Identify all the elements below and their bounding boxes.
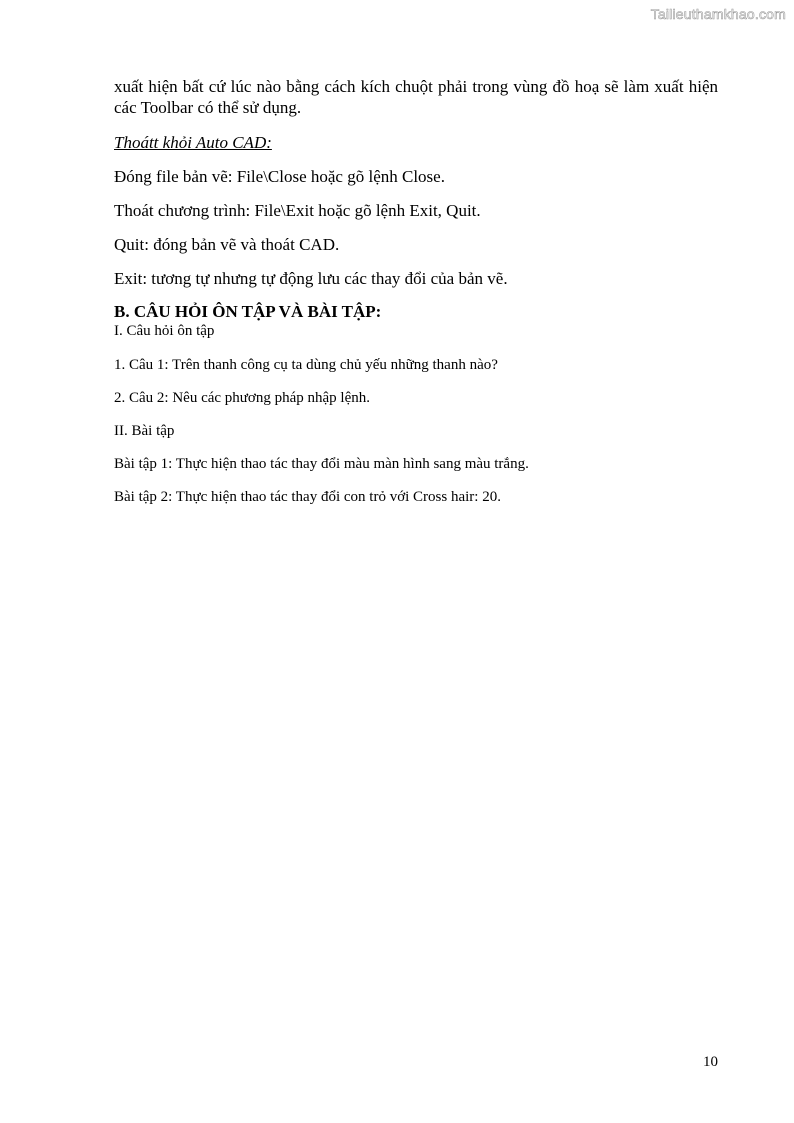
exercises-title: II. Bài tập — [114, 423, 175, 439]
review-questions-title: I. Câu hỏi ôn tập — [114, 323, 215, 339]
question-item: 2. Câu 2: Nêu các phương pháp nhập lệnh. — [114, 390, 370, 406]
exit-description: Exit: tương tự nhưng tự động lưu các thay đổi của bản vẽ. — [114, 269, 508, 288]
section-b-heading: B. CÂU HỎI ÔN TẬP VÀ BÀI TẬP: — [114, 302, 382, 321]
exit-program-paragraph: Thoát chương trình: File\Exit hoặc gõ lệnh Exit, Quit. — [114, 201, 481, 220]
close-file-paragraph: Đóng file bản vẽ: File\Close hoặc gõ lệnh Close. — [114, 167, 445, 186]
exit-autocad-title: Thoátt khỏi Auto CAD: — [114, 133, 272, 152]
page-content — [114, 76, 718, 521]
exercise-item: Bài tập 1: Thực hiện thao tác thay đổi màu màn hình sang màu trắng. — [114, 456, 529, 472]
page-number: 10 — [703, 1054, 718, 1070]
question-item: 1. Câu 1: Trên thanh công cụ ta dùng chủ yếu những thanh nào? — [114, 357, 498, 373]
exercise-item: Bài tập 2: Thực hiện thao tác thay đổi con trỏ với Cross hair: 20. — [114, 489, 501, 505]
quit-description: Quit: đóng bản vẽ và thoát CAD. — [114, 235, 340, 254]
intro-paragraph: xuất hiện bất cứ lúc nào bằng cách kích chuột phải trong vùng đồ hoạ sẽ làm xuất hiện các Toolbar có thể sử dụng. — [114, 77, 718, 117]
watermark-text: Tailieuthamkhao.com — [650, 6, 786, 22]
